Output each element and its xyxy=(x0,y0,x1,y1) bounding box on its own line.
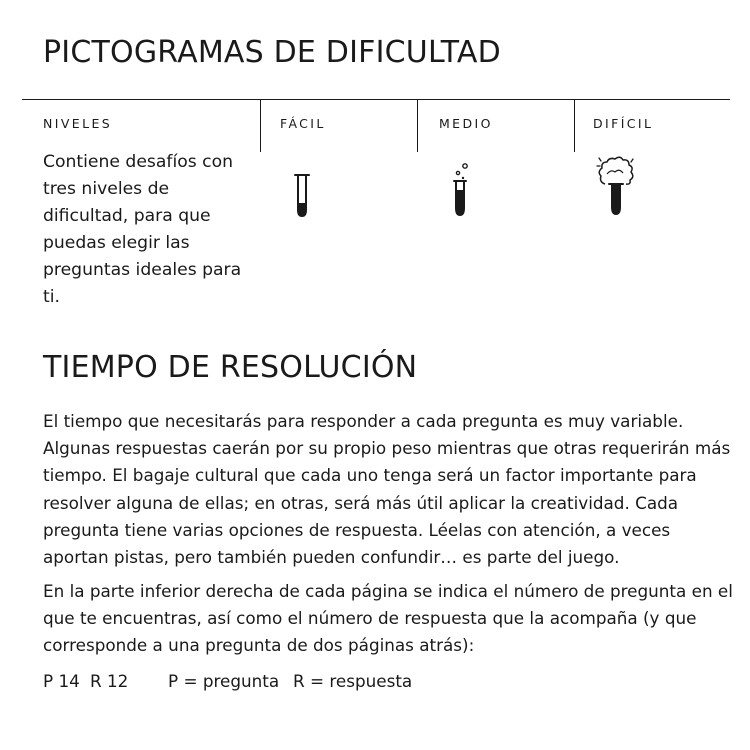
bubbling-test-tube-icon xyxy=(445,160,475,218)
column-header-medium: MEDIO xyxy=(439,116,493,131)
table-top-rule xyxy=(22,99,730,100)
test-tube-icon xyxy=(290,173,314,219)
levels-description: Contiene desafíos con tres niveles de dificultad, para que puedas elegir las preguntas ideales para ti. xyxy=(43,152,242,307)
legend-question-meaning: P = pregunta xyxy=(168,671,280,691)
column-header-levels: NIVELES xyxy=(43,116,113,131)
column-header-easy: FÁCIL xyxy=(280,116,326,131)
time-paragraph-1: El tiempo que necesitarás para responder a cada pregunta es muy variable. Algunas respuestas caerán por su propio peso mientras que otras requerirán más tiempo. El bagaje cultural que cada uno tenga será un factor importante para resolver alguna de ellas; en otras, será más útil aplicar la creatividad. Cada pregunta tiene varias opciones de respuesta. Léelas con atención, a veces aportan pistas, pero también pueden confundir… es parte del juego. xyxy=(43,411,731,568)
legend-line xyxy=(43,669,412,693)
time-paragraph-2: En la parte inferior derecha de cada página se indica el número de pregunta en el que te encuentras, así como el número de respuesta que la acompaña (y que corresponde a una pregunta de dos páginas atrás): xyxy=(43,581,733,656)
column-header-hard: DIFÍCIL xyxy=(593,116,654,131)
difficulty-title: PICTOGRAMAS DE DIFICULTAD xyxy=(43,35,501,70)
legend-question-example: P 14 xyxy=(43,671,80,691)
legend-answer-example: R 12 xyxy=(90,671,129,691)
column-divider xyxy=(417,100,418,152)
legend-answer-meaning: R = respuesta xyxy=(293,671,413,691)
time-title: TIEMPO DE RESOLUCIÓN xyxy=(43,350,418,385)
exploding-test-tube-icon xyxy=(595,152,637,218)
column-divider xyxy=(574,100,575,152)
column-divider xyxy=(260,100,261,152)
